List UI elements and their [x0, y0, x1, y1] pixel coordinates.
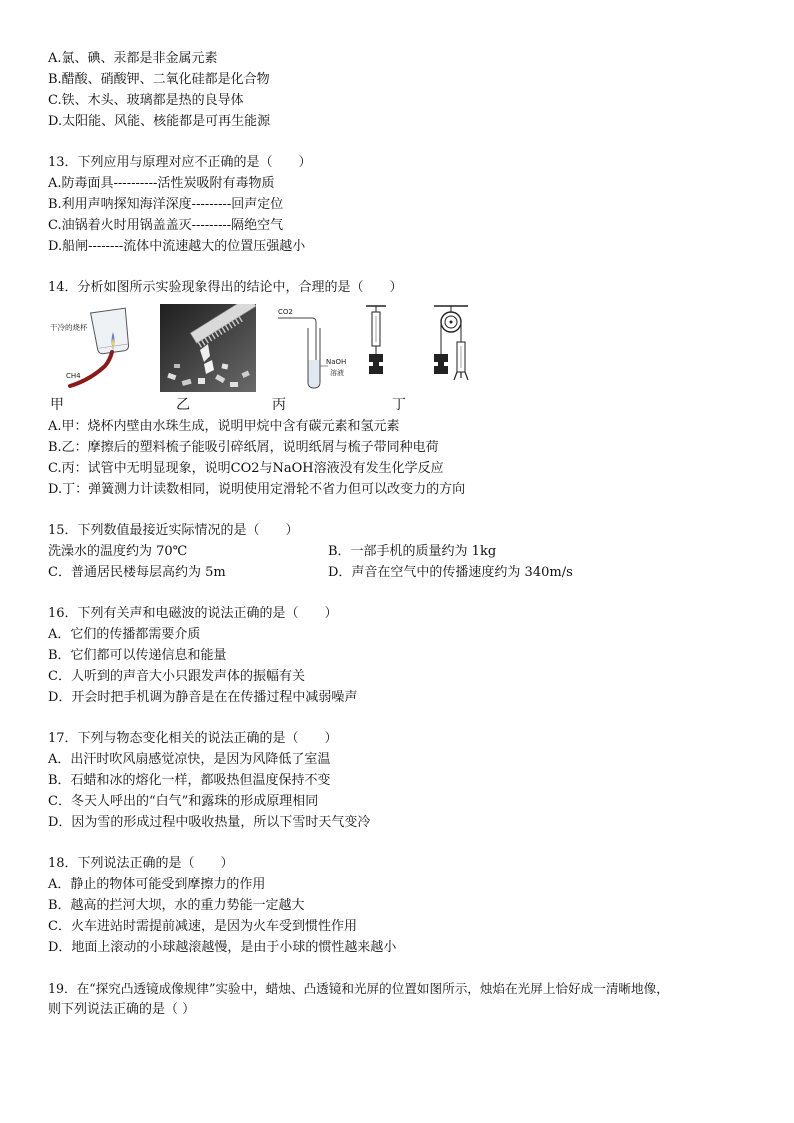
spacer: [48, 708, 778, 728]
figure-label-bing: 丙: [272, 397, 286, 413]
q18-option-c: C．火车进站时需提前减速，是因为火车受到惯性作用: [48, 919, 357, 934]
q13-stem: 13．下列应用与原理对应不正确的是（ ）: [48, 155, 312, 170]
q14-option-d: D.丁：弹簧测力计读数相同，说明使用定滑轮不省力但可以改变力的方向: [48, 482, 466, 497]
q18-option-b: B．越高的拦河大坝，水的重力势能一定越大: [48, 898, 305, 913]
figure-label-ding: 丁: [392, 397, 406, 413]
q14-option-b: B.乙：摩擦后的塑料梳子能吸引碎纸屑，说明纸屑与梳子带同种电荷: [48, 440, 439, 455]
figure-bing-naoh-label: NaOH: [326, 358, 347, 366]
question-13: [48, 152, 778, 257]
question-19: [48, 978, 778, 1020]
q14-figures: [48, 304, 778, 394]
question-15: [48, 520, 778, 583]
figure-bing-co2-label: CO2: [278, 308, 293, 316]
question-16: [48, 603, 778, 708]
q17-option-a: A．出汗时吹风扇感觉凉快，是因为风降低了室温: [48, 752, 331, 767]
q14-stem: 14．分析如图所示实验现象得出的结论中，合理的是（ ）: [48, 280, 403, 295]
q15-stem: 15．下列数值最接近实际情况的是（ ）: [48, 523, 299, 538]
question-14: [48, 277, 778, 500]
q13-option-c: C.油锅着火时用锅盖盖灭---------隔绝空气: [48, 218, 284, 233]
q15-option-b: B．一部手机的质量约为 1kg: [328, 544, 497, 559]
q17-option-b: B．石蜡和冰的熔化一样，都吸热但温度保持不变: [48, 773, 331, 788]
q18-option-a: A．静止的物体可能受到摩擦力的作用: [48, 877, 266, 892]
q14-option-c: C.丙：试管中无明显现象，说明CO2与NaOH溶液没有发生化学反应: [48, 461, 444, 476]
figure-jia-label: 干冷的烧杯: [50, 323, 88, 332]
q18-stem: 18．下列说法正确的是（ ）: [48, 856, 234, 871]
spacer: [48, 132, 778, 152]
q13-option-d: D.船闸--------流体中流速越大的位置压强越小: [48, 239, 306, 254]
q15-option-a: 洗澡水的温度约为 70℃: [48, 544, 188, 559]
figure-ding-spring-scale: [364, 304, 388, 392]
q13-option-a: A.防毒面具----------活性炭吸附有毒物质: [48, 176, 275, 191]
spacer: [48, 257, 778, 277]
q16-option-c: C．人听到的声音大小只跟发声体的振幅有关: [48, 669, 305, 684]
spacer: [48, 500, 778, 520]
figure-bing-solution-label: 溶液: [330, 369, 344, 377]
q16-option-d: D．开会时把手机调为静音是在在传播过程中减弱噪声: [48, 690, 358, 705]
q17-option-c: C．冬天人呼出的“白气”和露珠的形成原理相同: [48, 794, 319, 809]
q12-option-d: D.太阳能、风能、核能都是可再生能源: [48, 114, 271, 129]
q14-figure-labels: [48, 394, 778, 416]
q13-option-b: B.利用声呐探知海洋深度---------回声定位: [48, 197, 284, 212]
q16-option-b: B．它们都可以传递信息和能量: [48, 648, 227, 663]
question-17: [48, 728, 778, 833]
figure-ding-pulley: [426, 304, 476, 392]
spacer: [48, 958, 778, 978]
figure-yi-comb-photo: [160, 304, 256, 392]
q15-row-2: [48, 562, 778, 583]
q16-option-a: A．它们的传播都需要介质: [48, 627, 201, 642]
q19-stem-line-1: 19．在“探究凸透镜成像规律”实验中，蜡烛、凸透镜和光屏的位置如图所示，烛焰在光屏上恰好成一清晰地像，: [48, 981, 669, 996]
spacer: [48, 583, 778, 603]
exam-page: [48, 48, 778, 1020]
q14-option-a: A.甲：烧杯内壁由水珠生成，说明甲烷中含有碳元素和氢元素: [48, 419, 400, 434]
spacer: [48, 833, 778, 853]
q19-stem-line-2: 则下列说法正确的是（ ）: [48, 1002, 196, 1017]
figure-jia-gas-label: CH4: [66, 372, 81, 380]
question-18: [48, 853, 778, 958]
q15-option-d: D．声音在空气中的传播速度约为 340m/s: [328, 565, 573, 580]
figure-label-yi: 乙: [176, 397, 190, 413]
q16-stem: 16．下列有关声和电磁波的说法正确的是（ ）: [48, 606, 338, 621]
q12-options: [48, 48, 778, 132]
figure-jia-beaker-flame: [50, 304, 140, 392]
q18-option-d: D．地面上滚动的小球越滚越慢，是由于小球的惯性越来越小: [48, 940, 397, 955]
q12-option-a: A.氯、碘、汞都是非金属元素: [48, 51, 218, 66]
figure-bing-test-tube: [274, 304, 354, 392]
q12-option-b: B.醋酸、硝酸钾、二氧化硅都是化合物: [48, 72, 270, 87]
figure-label-jia: 甲: [50, 397, 64, 413]
q17-stem: 17．下列与物态变化相关的说法正确的是（ ）: [48, 731, 338, 746]
q15-row-1: [48, 541, 778, 562]
q17-option-d: D．因为雪的形成过程中吸收热量，所以下雪时天气变冷: [48, 815, 371, 830]
q15-option-c: C．普通居民楼每层高约为 5m: [48, 565, 226, 580]
q12-option-c: C.铁、木头、玻璃都是热的良导体: [48, 93, 244, 108]
